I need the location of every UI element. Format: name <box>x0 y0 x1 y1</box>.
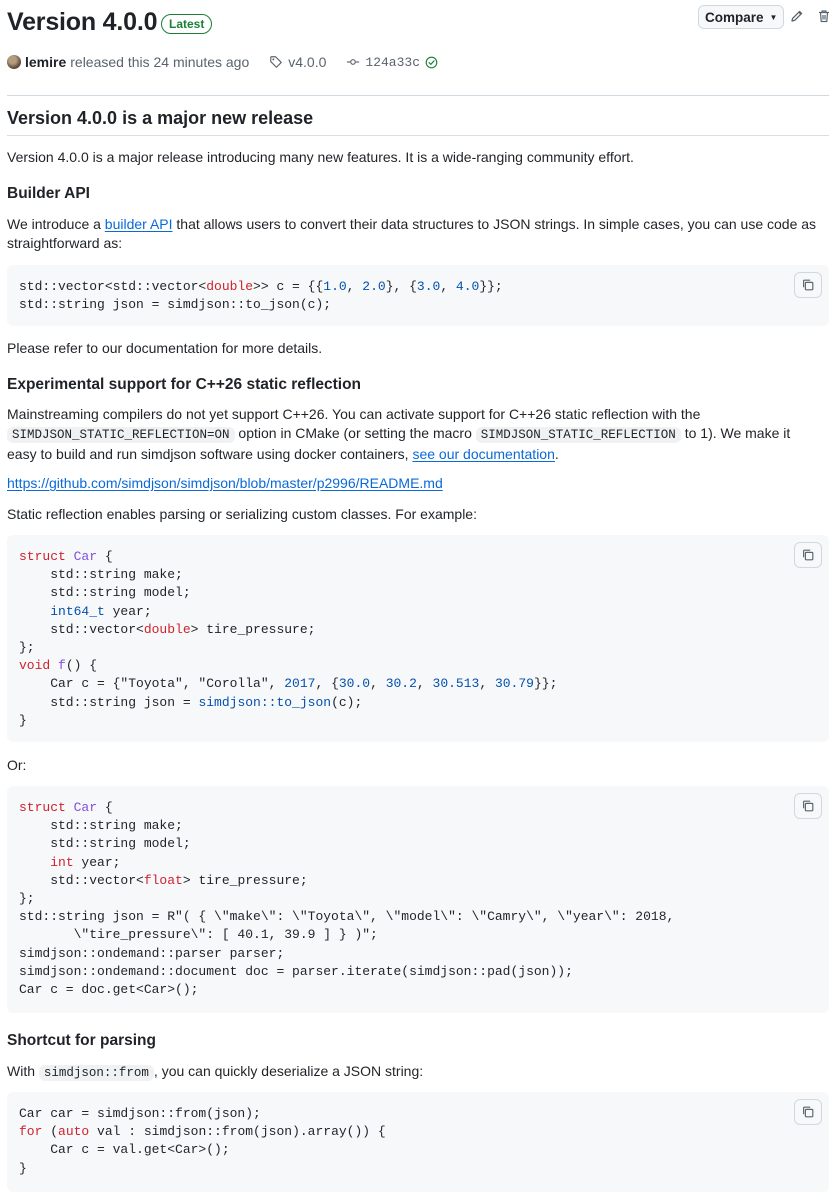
builder-paragraph <box>7 215 825 252</box>
tag-label: v4.0.0 <box>288 54 327 70</box>
pencil-icon[interactable] <box>789 8 805 24</box>
tag-link[interactable] <box>269 54 326 70</box>
verified-check-icon <box>425 56 438 69</box>
reflection-text2: option in CMake (or setting the macro <box>234 425 476 441</box>
code-block <box>7 265 829 326</box>
inline-code-from: simdjson::from <box>39 1065 154 1081</box>
inline-code-macro: SIMDJSON_STATIC_REFLECTION <box>476 427 681 443</box>
reflection-text3: to 1). We make it <box>680 425 791 441</box>
commit-icon <box>346 55 360 69</box>
copy-button[interactable] <box>794 793 822 819</box>
builder-api-link[interactable]: builder API <box>104 216 173 232</box>
example-intro: Static reflection enables parsing or serializing custom classes. For example: <box>7 506 477 522</box>
code-block <box>7 786 829 1013</box>
copy-icon <box>801 548 815 562</box>
released-text: released this 24 minutes ago <box>70 54 250 70</box>
shortcut-paragraph <box>7 1062 825 1083</box>
release-title: Version 4.0.0 <box>7 8 158 36</box>
reflection-line3-end: . <box>554 446 559 462</box>
code-content: struct Car { std::string make; std::string model; int64_t year; std::vector<double> tire_pressure; }; void f() { Car c = {"Toyota", "Corolla", 2017, {30.0, 30.2, 30.513, 30.79}}; std::string json = simdjson::to_json(c); } <box>19 549 558 728</box>
shortcut-text-before: With <box>7 1063 39 1079</box>
inline-code-cmake-option: SIMDJSON_STATIC_REFLECTION=ON <box>7 427 235 443</box>
reflection-line1: Mainstreaming compilers do not yet support C++26. You can activate support for C++26 static reflection with the <box>7 406 701 422</box>
p2996-readme-link[interactable]: https://github.com/simdjson/simdjson/blob/master/p2996/README.md <box>7 475 443 491</box>
code-block <box>7 535 829 742</box>
reflection-paragraph <box>7 405 825 464</box>
docs-paragraph: Please refer to our documentation for more details. <box>7 340 323 356</box>
latest-badge: Latest <box>161 14 212 34</box>
or-text: Or: <box>7 757 27 773</box>
shortcut-text-after: , you can quickly deserialize a JSON string: <box>153 1063 424 1079</box>
trash-icon[interactable] <box>816 8 832 24</box>
builder-text-after: that allows users to convert their data structures to JSON strings. In simple cases, you can use code as straightforward as: <box>7 216 817 251</box>
copy-button[interactable] <box>794 272 822 298</box>
chevron-down-icon: ▼ <box>769 12 778 22</box>
shortcut-heading: Shortcut for parsing <box>7 1032 156 1049</box>
builder-heading: Builder API <box>7 185 90 202</box>
code-content: Car car = simdjson::from(json); for (auto val : simdjson::from(json).array()) { Car c = val.get<Car>(); } <box>19 1106 386 1176</box>
commit-link[interactable] <box>346 55 438 70</box>
see-docs-link[interactable]: see our documentation <box>412 446 555 462</box>
commit-sha: 124a33c <box>365 54 420 70</box>
header-divider <box>7 95 829 96</box>
avatar[interactable] <box>7 55 21 69</box>
tag-icon <box>269 55 283 69</box>
reflection-heading: Experimental support for C++26 static reflection <box>7 376 362 393</box>
copy-button[interactable] <box>794 1099 822 1125</box>
release-heading: Version 4.0.0 is a major new release <box>7 108 314 128</box>
code-block <box>7 1092 829 1192</box>
code-content: struct Car { std::string make; std::string model; int year; std::vector<float> tire_pressure; }; std::string json = R"( { \"make\": \"Toyota\", \"model\": \"Camry\", \"year\": 2018, \"tire_pressure\": [ 40.1, 39.9 ] } )"; simdjson::ondemand::parser parser; simdjson::ondemand::document doc = parser.iterate(simdjson::pad(json)); Car c = doc.get<Car>(); <box>19 800 675 998</box>
copy-button[interactable] <box>794 542 822 568</box>
compare-button[interactable] <box>698 5 784 29</box>
release-meta <box>7 52 438 72</box>
copy-icon <box>801 799 815 813</box>
reflection-line3: easy to build and run simdjson software using docker containers, <box>7 446 413 462</box>
copy-icon <box>801 1105 815 1119</box>
url-paragraph <box>7 474 825 493</box>
author-link[interactable]: lemire <box>25 54 67 70</box>
copy-icon <box>801 278 815 292</box>
heading-rule <box>7 135 829 136</box>
code-content: std::vector<std::vector<double>> c = {{1.0, 2.0}, {3.0, 4.0}}; std::string json = simdjson::to_json(c); <box>19 279 503 313</box>
builder-text-before: We introduce a <box>7 216 105 232</box>
intro-paragraph: Version 4.0.0 is a major release introducing many new features. It is a wide-ranging community effort. <box>7 149 634 165</box>
compare-label: Compare <box>705 9 764 25</box>
